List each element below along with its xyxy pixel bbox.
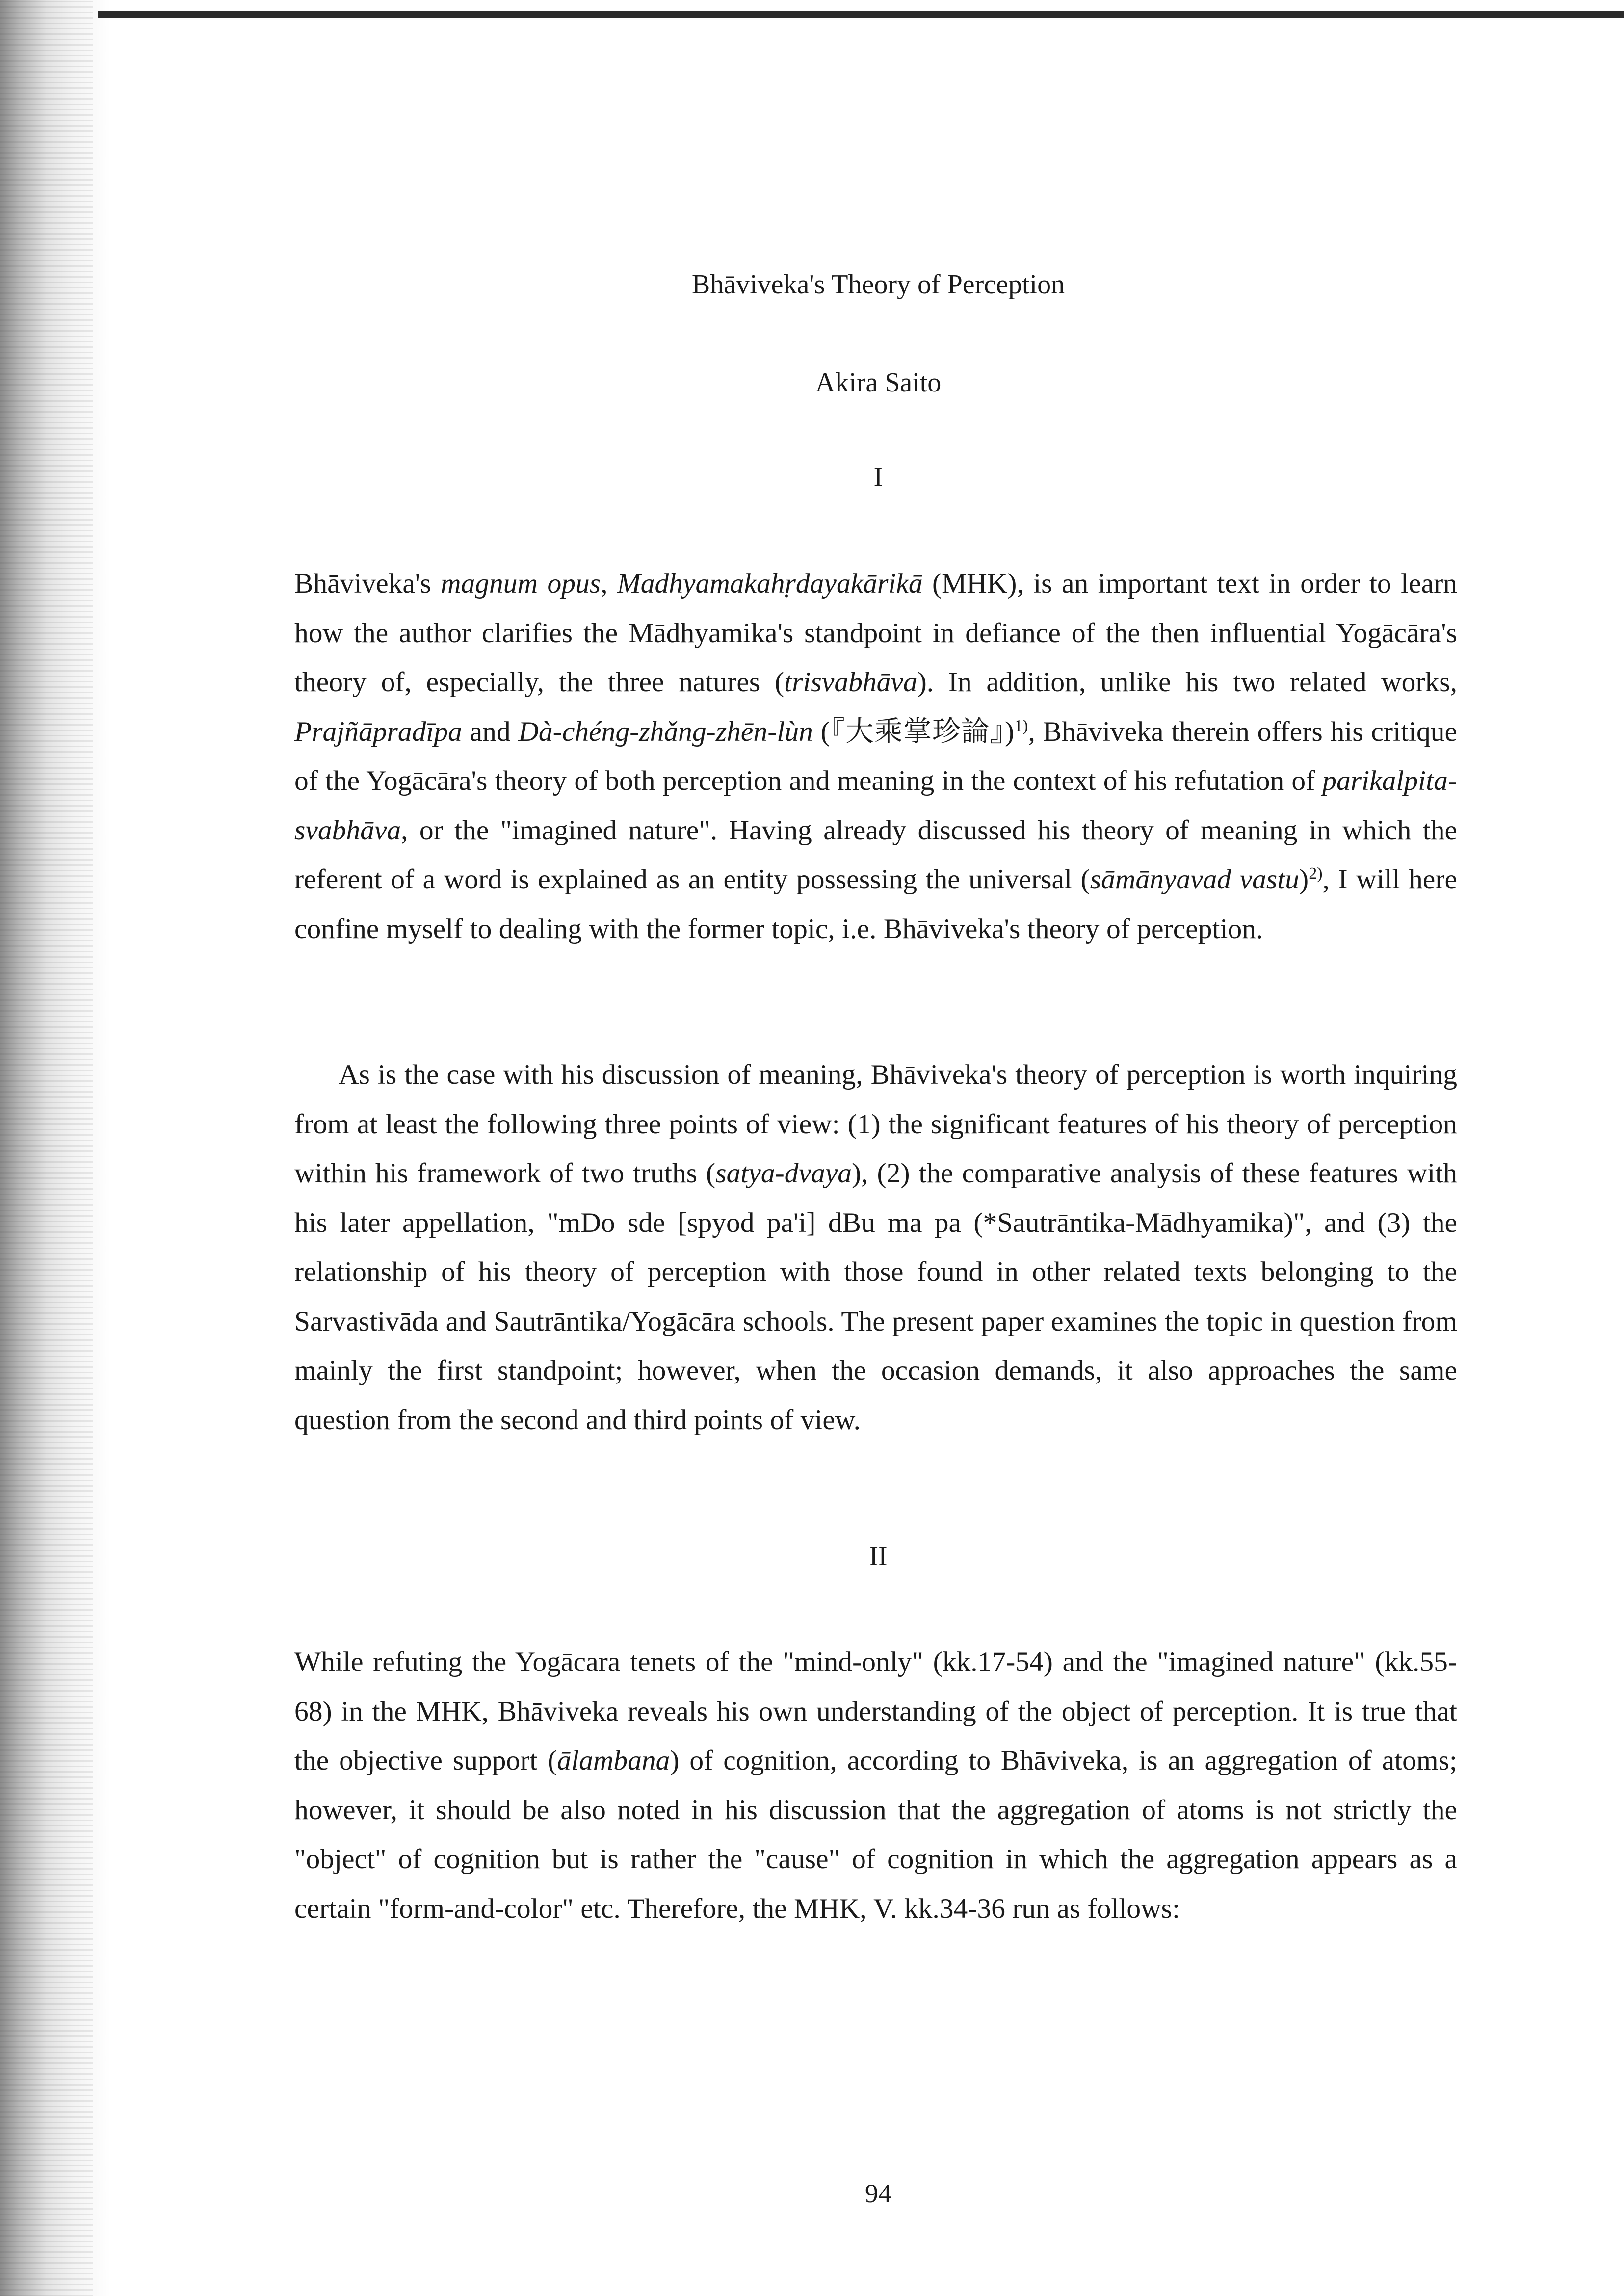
footnote-ref-2: 2) [1309,864,1323,883]
paper-author: Akira Saito [815,367,942,398]
page-number: 94 [865,2179,891,2208]
footnote-ref-1: 1) [1014,716,1028,735]
paragraph-2: As is the case with his discussion of meaning, Bhāviveka's theory of perception is worth inquiring from at least the following three points of view: (1) the significant features of his theory of perception within his framework of two truths (satya-dvaya), (2) the comparative analysis of these features with his later appellation, "mDo sde [spyod pa'i] dBu ma pa (*Sautrāntika-Mādhyamika)", and (3) the relationship of his theory of perception with those found in other related texts belonging to the Sarvastivāda and Sautrāntika/Yogācāra schools. The present paper examines the topic in question from mainly the first standpoint; however, when the occasion demands, it also approaches the same question from the second and third points of view. [294,1059,1457,1435]
paragraph-3: While refuting the Yogācara tenets of the "mind-only" (kk.17-54) and the "imagined nature" (kk.55-68) in the MHK, Bhāviveka reveals his own understanding of the object of perception. It is true that the objective support (ālambana) of cognition, according to Bhāviveka, is an aggregation of atoms; however, it should be also noted in his discussion that the aggregation of atoms is not strictly the "object" of cognition but is rather the "cause" of cognition in which the aggregation appears as a certain "form-and-color" etc. Therefore, the MHK, V. kk.34-36 run as follows: [294,1646,1457,1924]
scan-top-edge [98,11,1624,18]
scan-binding-texture [0,0,93,2296]
section-heading-1: I [873,462,883,492]
paper-title: Bhāviveka's Theory of Perception [691,269,1065,300]
section-heading-2: II [869,1541,888,1571]
paragraph-1: Bhāviveka's magnum opus, Madhyamakahṛdayakārikā (MHK), is an important text in order to learn how the author clarifies the Mādhyamika's standpoint in defiance of the then influential Yogācāra's theory of, especially, the three natures (trisvabhāva). In addition, unlike his two related works, Prajñāpradīpa and Dà-chéng-zhǎng-zhēn-lùn (『大乘掌珍論』)$^{1)}$, Bhāviveka therein offers his critique of the Yogācāra's theory of both perception and meaning in the context of his refutation of parikalpita-svabhāva, or the "imagined nature". Having already discussed his theory of meaning in which the referent of a word is explained as an entity possessing the universal (sāmānyavad vastu)$^{2)}$, I will here confine myself to dealing with the former topic, i.e. Bhāviveka's theory of perception. [294,568,1457,944]
